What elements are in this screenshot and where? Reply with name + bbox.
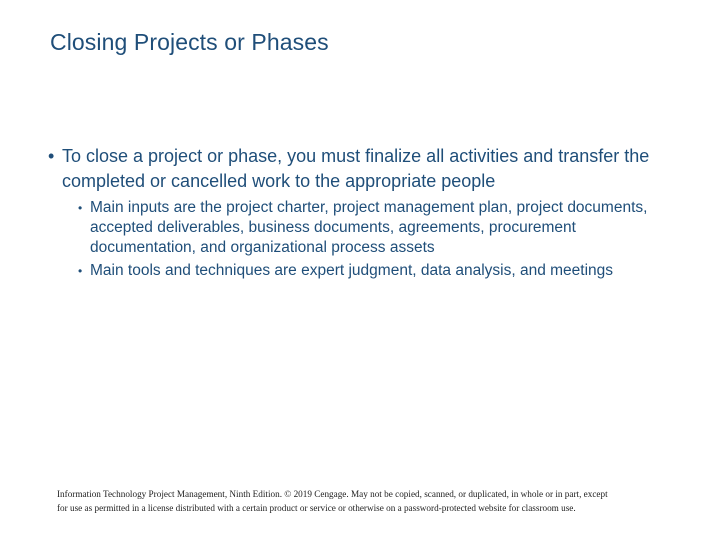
sub-bullet-text: Main tools and techniques are expert judgment, data analysis, and meetings <box>90 262 614 279</box>
copyright-footer <box>57 487 687 515</box>
slide-body <box>48 144 668 284</box>
sub-bullet-item <box>78 261 668 281</box>
footer-line-2: for use as permitted in a license distributed with a certain product or service or otherwise on a password-protected website for classroom use. <box>57 503 576 513</box>
bullet-item <box>48 144 668 194</box>
footer-line-1: Information Technology Project Management, Ninth Edition. © 2019 Cengage. May not be copied, scanned, or duplicated, in whole or in part, except <box>57 489 608 499</box>
sub-bullet-list <box>48 198 668 281</box>
sub-bullet-dot-icon: • <box>78 201 83 215</box>
bullet-dot-icon: • <box>48 146 55 166</box>
sub-bullet-text: Main inputs are the project charter, project management plan, project documents, accepted deliverables, business documents, agreements, procurement documentation, and organizational process assets <box>90 199 648 256</box>
sub-bullet-dot-icon: • <box>78 264 83 278</box>
bullet-text: To close a project or phase, you must finalize all activities and transfer the completed or cancelled work to the appropriate people <box>62 146 650 191</box>
slide-title: Closing Projects or Phases <box>50 29 329 55</box>
sub-bullet-item <box>78 198 668 258</box>
